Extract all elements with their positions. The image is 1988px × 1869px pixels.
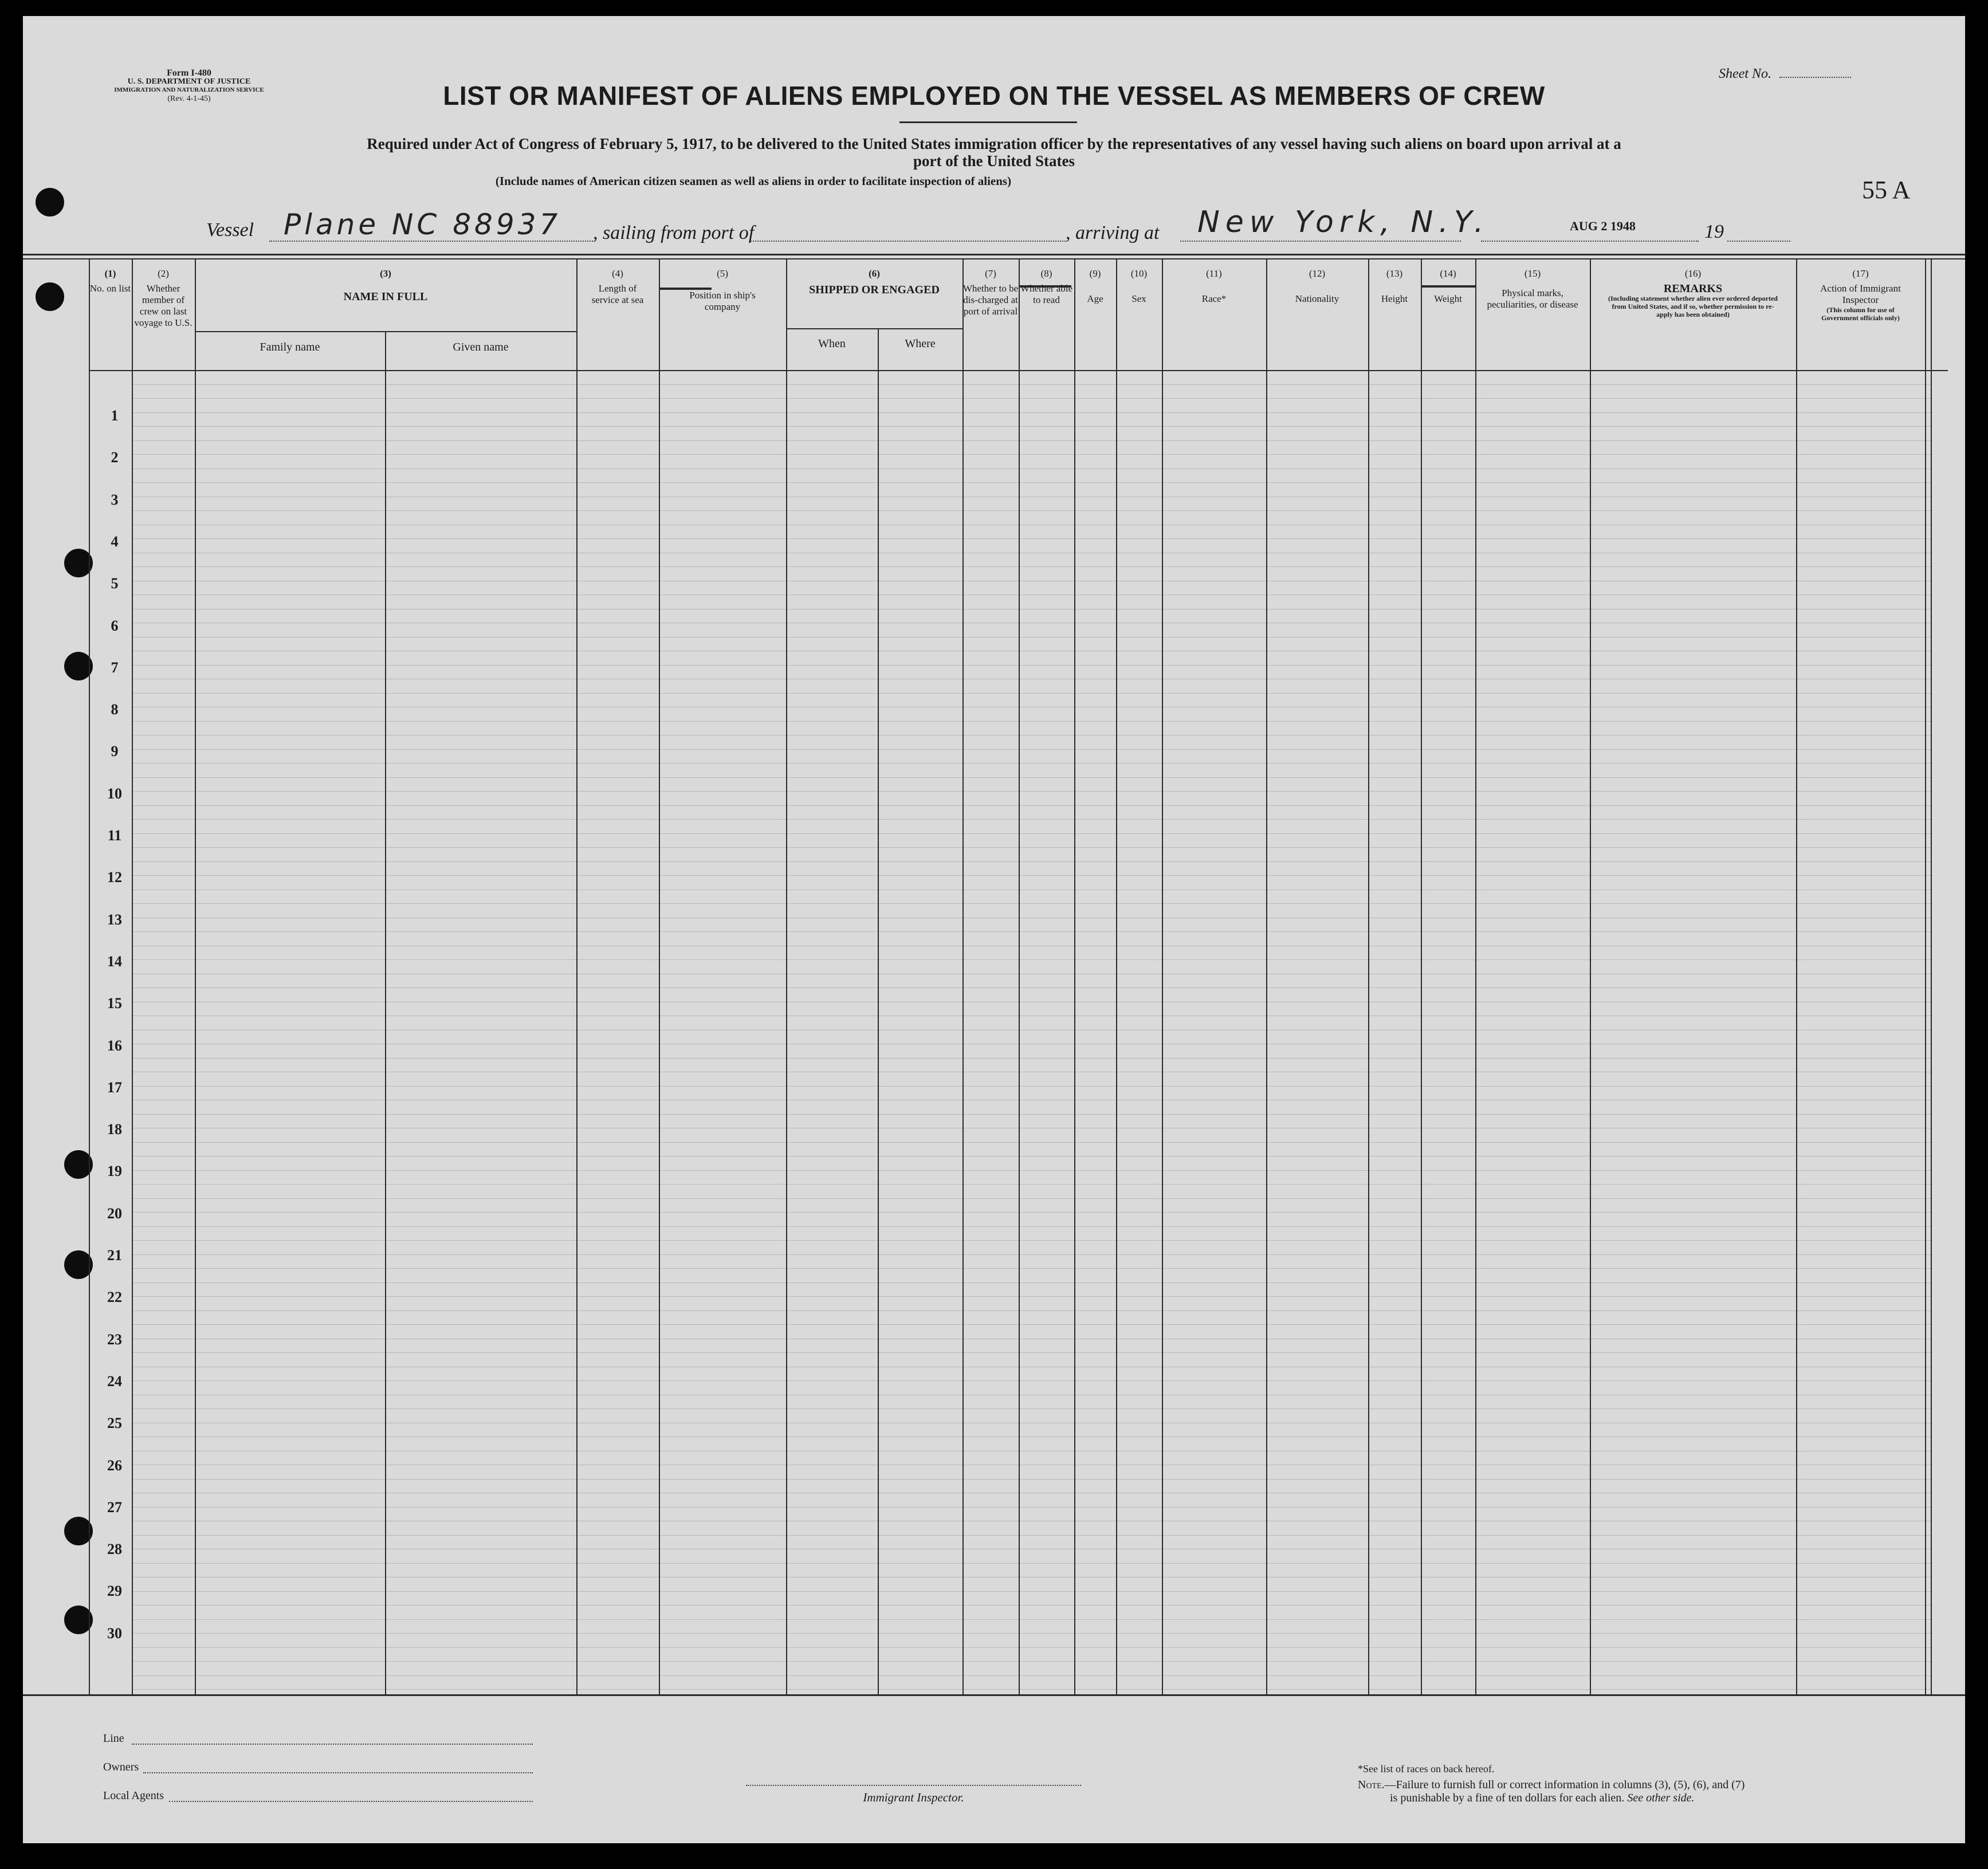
vessel-value: Plane NC 88937 [284,208,561,241]
table-bottom-border [23,1694,1965,1696]
ruled-line [132,763,1931,764]
ruled-line [132,384,1931,385]
row-number: 19 [107,1163,122,1179]
ruled-line [132,1563,1931,1564]
row-number: 30 [107,1625,122,1642]
table-top-border-2 [23,258,1965,259]
row-number: 4 [111,533,119,550]
row-number: 13 [107,911,122,928]
col-line [1925,258,1926,1695]
row-number: 16 [107,1037,122,1054]
name-subheader-line [195,331,576,332]
ruled-line [132,454,1931,455]
ruled-line [132,819,1931,820]
footer-line-label: Line [103,1732,124,1745]
punch-hole [36,188,64,217]
col-header-13: (13) Height [1381,268,1408,304]
note-text-2: is punishable by a fine of ten dollars for each alien. [1390,1792,1625,1804]
form-service: IMMIGRATION AND NATURALIZATION SERVICE [114,86,264,93]
col-header-when: When [818,337,846,350]
title-underline [899,121,1077,123]
ruled-line [132,637,1931,638]
ruled-line [132,665,1931,666]
col-line [576,258,577,1695]
ruled-line [132,1184,1931,1185]
col-line [962,258,964,1695]
ruled-line [132,440,1931,441]
ruled-line [132,1380,1931,1381]
ruled-line [132,1254,1931,1255]
row-number: 5 [111,575,119,592]
ruled-line [132,1408,1931,1409]
col-line [786,258,787,1695]
ruled-line [132,1086,1931,1087]
row-number: 22 [107,1289,122,1305]
col-header-1: (1) No. on list [89,268,131,294]
row-number: 21 [107,1247,122,1264]
vessel-label: Vessel [206,219,254,241]
form-rev: (Rev. 4-1-45) [167,95,211,103]
arriving-field-line [1180,241,1461,242]
arriving-value: New York, N.Y. [1197,205,1490,239]
row-number: 24 [107,1373,122,1390]
col-line [1019,258,1020,1695]
col-header-7: (7) Whether to be dis-charged at port of arrival [962,268,1019,317]
ruled-line [132,791,1931,792]
col-line [385,331,386,1695]
ruled-line [132,566,1931,567]
ruled-line [132,1689,1931,1690]
ruled-line [132,1212,1931,1213]
manifest-sheet [23,16,1965,1843]
ruled-line [132,1324,1931,1325]
subtitle-note: (Include names of American citizen seamen as well as aliens in order to facilitate inspection of aliens) [495,174,1012,188]
col-line [1116,258,1117,1695]
ruled-line [132,847,1931,848]
col-line [1475,258,1476,1695]
table-top-border [23,254,1965,255]
col-header-given-name: Given name [453,341,509,353]
ruled-line [132,1675,1931,1676]
col-line [878,328,879,1695]
col-header-11: (11) Race* [1201,268,1227,304]
see-other-side: See other side. [1627,1792,1695,1804]
page-title: LIST OR MANIFEST OF ALIENS EMPLOYED ON THE VESSEL AS MEMBERS OF CREW [443,81,1545,111]
ruled-line [132,1633,1931,1634]
col-header-9: (9) Age [1087,268,1103,304]
ruled-line [132,538,1931,539]
col-line [1266,258,1267,1695]
row-number: 15 [107,995,122,1012]
ruled-line [132,875,1931,876]
ruled-line [132,1142,1931,1143]
ruled-line [132,903,1931,904]
col-header-10: (10) Sex [1130,268,1148,304]
ruled-line [132,1296,1931,1297]
subtitle-line1: Required under Act of Congress of February 5, 1917, to be delivered to the United States immigration officer by the representatives of any vessel having such aliens on board upon arrival at a [367,135,1621,152]
row-number: 25 [107,1415,122,1431]
shipped-subheader-line [786,328,962,329]
col-header-where: Where [905,337,936,350]
ruled-line [132,1661,1931,1662]
footer-agents-field [169,1801,533,1802]
ruled-line [132,861,1931,862]
col-line [1162,258,1163,1695]
ruled-line [132,1198,1931,1199]
col-line [1796,258,1797,1695]
ruled-line [132,1591,1931,1592]
row-number: 28 [107,1541,122,1557]
col-header-12: (12) Nationality [1295,268,1339,304]
ruled-line [132,1240,1931,1241]
ruled-line [132,749,1931,750]
arriving-label: , arriving at [1066,222,1160,243]
row-number: 2 [111,449,119,466]
ruled-line [132,510,1931,511]
sailing-field-line [751,241,1066,242]
sheet-no [1719,66,1851,82]
col-header-4: (4) Length of service at sea [591,268,644,305]
footer-owners-field [143,1772,533,1773]
ruled-line [132,412,1931,413]
ruled-line [132,1619,1931,1620]
form-dept: U. S. DEPARTMENT OF JUSTICE [127,77,251,86]
punch-hole [36,282,64,311]
row-number: 23 [107,1331,122,1348]
ruled-line [132,1170,1931,1171]
ruled-line [132,959,1931,960]
ruled-line [132,833,1931,834]
col-header-6: (6) SHIPPED OR ENGAGED [809,268,940,296]
row-number: 11 [107,827,122,844]
col-header-16: (16) REMARKS (Including statement whether alien ever ordered deported from United States, and if so, whether permission to re-apply has been obtained) [1608,268,1778,318]
ruled-line [132,987,1931,988]
sailing-label: , sailing from port of [593,222,755,243]
footer-owners-label: Owners [103,1761,139,1773]
ruled-line [132,1605,1931,1606]
col-header-17: (17) Action of Immigrant Inspector (This column for use of Government officials only) [1820,268,1901,322]
row-number: 3 [111,491,119,508]
year-label: 19 [1704,221,1724,242]
col-header-14: (14) Weight [1434,268,1462,304]
ruled-line [132,1507,1931,1508]
footer-note [1358,1778,1931,1805]
row-number: 14 [107,953,122,970]
ruled-line [132,1647,1931,1648]
row-number: 12 [107,869,122,886]
note-text: —Failure to furnish full or correct information in columns (3), (5), (6), and (7) [1384,1778,1745,1791]
row-number: 6 [111,617,119,634]
row-number: 7 [111,659,119,676]
ruled-line [132,398,1931,399]
inspector-signature-line [746,1785,1081,1786]
year-field-line [1727,241,1790,242]
ruled-line [132,1226,1931,1227]
race-note: *See list of races on back hereof. [1358,1763,1495,1774]
ruled-line [132,693,1931,694]
col-line [1931,258,1932,1695]
col-header-15: (15) Physical marks, peculiarities, or disease [1487,268,1578,310]
col-line [195,258,196,1695]
row-number: 27 [107,1499,122,1516]
ruled-line [132,1268,1931,1269]
note-label: Note. [1358,1778,1385,1791]
page-mark: 55 A [1862,176,1911,204]
col-line [1368,258,1369,1695]
form-number: Form I-480 [167,68,211,78]
ruled-line [132,1114,1931,1115]
row-number: 17 [107,1079,122,1096]
row-number: 10 [107,785,122,802]
row-number: 8 [111,701,119,718]
col-line [1421,258,1422,1695]
col-header-3: (3) NAME IN FULL [343,268,428,303]
col-header-family-name: Family name [260,341,320,353]
footer-agents-label: Local Agents [103,1789,164,1802]
row-number: 9 [111,743,119,760]
col-header-5: (5) Position in ship's company [689,268,756,312]
col-line [659,258,660,1695]
ruled-line [132,777,1931,778]
col-line [89,258,90,1695]
ruled-line [132,931,1931,932]
ruled-line [132,1282,1931,1283]
ruled-line [132,1352,1931,1353]
col-line [1590,258,1591,1695]
ruled-line [132,1058,1931,1059]
row-number: 26 [107,1457,122,1474]
row-number: 29 [107,1583,122,1599]
col-header-8: (8) Whether able to read [1020,268,1073,305]
sheet-no-label: Sheet No. [1719,66,1771,81]
date-stamp: AUG 2 1948 [1570,219,1636,233]
subtitle-line2: port of the United States [913,152,1075,170]
date-field-line [1481,241,1699,242]
col-line [1074,258,1075,1695]
ruled-line [132,805,1931,806]
ruled-line [132,721,1931,722]
ruled-line [132,426,1931,427]
inspector-label: Immigrant Inspector. [863,1791,964,1804]
subtitle [109,135,1879,170]
row-number: 18 [107,1121,122,1138]
col-line [132,258,133,1695]
row-number: 1 [111,407,119,424]
footer-line-field [132,1744,533,1745]
ruled-line [132,1479,1931,1480]
row-number: 20 [107,1205,122,1222]
col-header-2: (2) Whether member of crew on last voyage to U.S. [134,268,192,328]
ruled-line [132,1535,1931,1536]
ruled-line [132,482,1931,483]
